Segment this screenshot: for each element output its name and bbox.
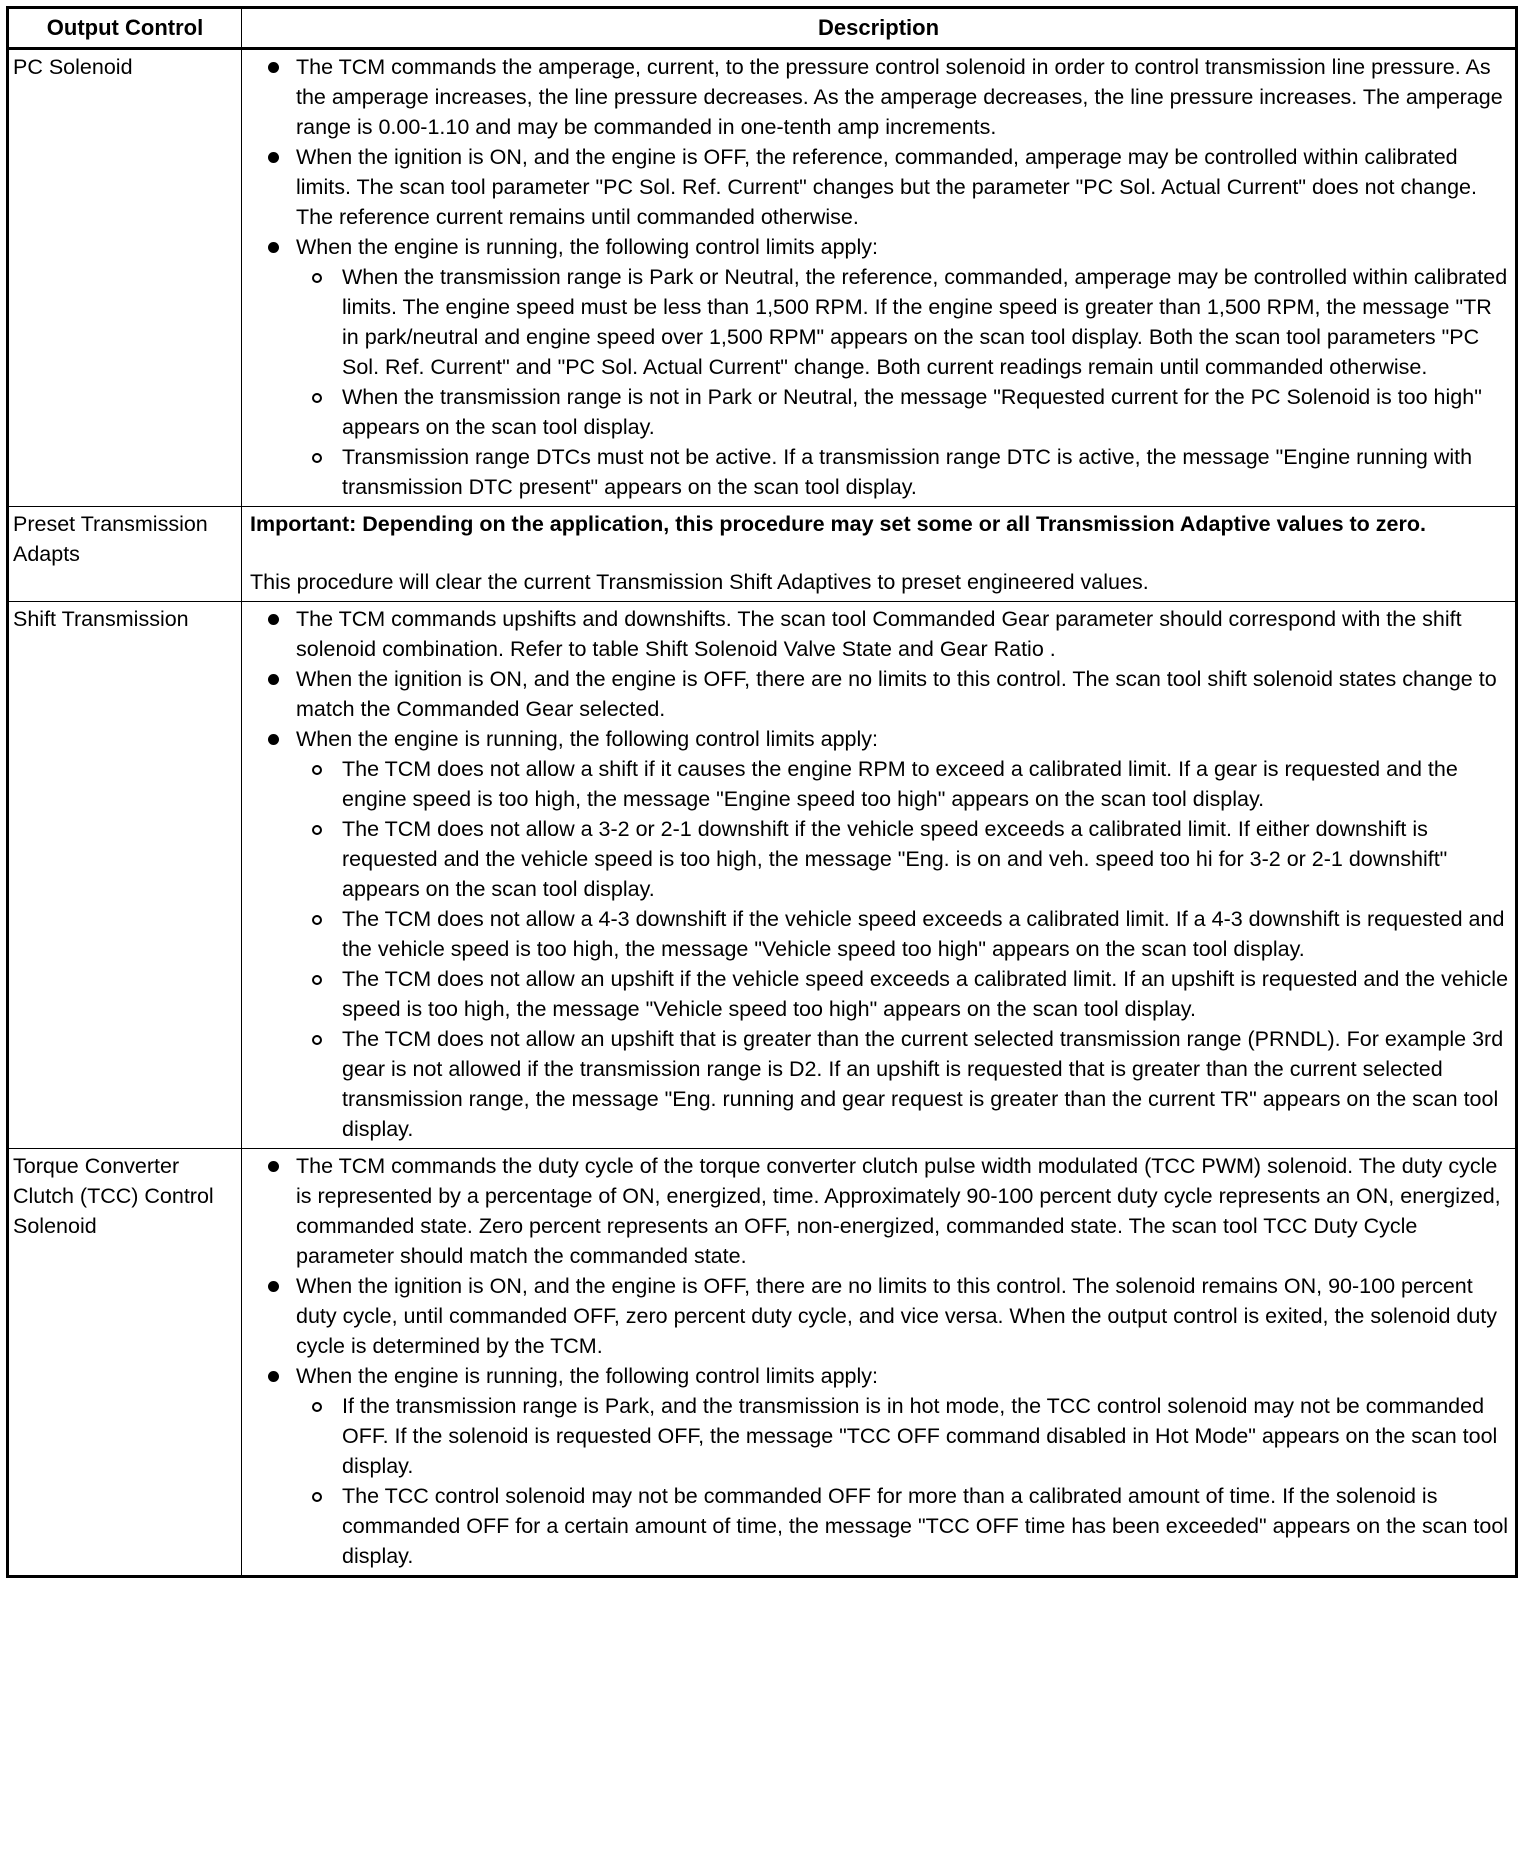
filled-bullet-icon	[268, 1371, 279, 1382]
sub-list-item	[296, 1024, 1511, 1144]
filled-bullet-icon	[268, 674, 279, 685]
hollow-bullet-icon	[312, 1402, 322, 1412]
filled-bullet-icon	[268, 1161, 279, 1172]
list-item	[250, 232, 1511, 502]
sub-bullet-list	[296, 1391, 1511, 1571]
list-item	[250, 52, 1511, 142]
list-item-text: When the engine is running, the following control limits apply:	[296, 1364, 879, 1388]
sub-bullet-list	[296, 754, 1511, 1144]
row-name: PC Solenoid	[8, 49, 242, 507]
hollow-bullet-icon	[312, 975, 322, 985]
list-item-text: When the ignition is ON, and the engine is OFF, there are no limits to this control. The solenoid remains ON, 90-100 percent duty cycle, until commanded OFF, zero percent duty cycle, and vice versa. When the output control is exited, the solenoid duty cycle is determined by the TCM.	[296, 1274, 1498, 1358]
list-item-text: The TCM commands upshifts and downshifts. The scan tool Commanded Gear parameter should correspond with the shift solenoid combination. Refer to table Shift Solenoid Valve State and Gear Ratio .	[296, 607, 1462, 661]
table-row-shift-transmission	[8, 602, 1517, 1149]
sub-list-item	[296, 262, 1511, 382]
row-description	[242, 1149, 1517, 1577]
row-description	[242, 49, 1517, 507]
filled-bullet-icon	[268, 152, 279, 163]
row-name: Preset Transmission Adapts	[8, 507, 242, 602]
bullet-list	[250, 52, 1511, 502]
list-item	[250, 724, 1511, 1144]
filled-bullet-icon	[268, 614, 279, 625]
header-output-control: Output Control	[8, 8, 242, 49]
row-name: Torque Converter Clutch (TCC) Control Solenoid	[8, 1149, 242, 1577]
table-row-pc-solenoid	[8, 49, 1517, 507]
list-item	[250, 1151, 1511, 1271]
list-item-text: When the ignition is ON, and the engine is OFF, the reference, commanded, amperage may be controlled within calibrated limits. The scan tool parameter "PC Sol. Ref. Current" changes but the parameter "PC Sol. Actual Current" does not change. The reference current remains until commanded otherwise.	[296, 145, 1477, 229]
bullet-list	[250, 604, 1511, 1144]
list-item-text: When the engine is running, the following control limits apply:	[296, 235, 879, 259]
list-item	[250, 1361, 1511, 1571]
sub-list-item	[296, 964, 1511, 1024]
list-item-text: When the ignition is ON, and the engine is OFF, there are no limits to this control. The scan tool shift solenoid states change to match the Commanded Gear selected.	[296, 667, 1497, 721]
description-paragraph: This procedure will clear the current Transmission Shift Adaptives to preset engineered values.	[250, 570, 1149, 594]
list-item-text: The TCM commands the duty cycle of the torque converter clutch pulse width modulated (TCC PWM) solenoid. The duty cycle is represented by a percentage of ON, energized, time. Approximately 90-100 percent duty cycle represents an ON, energized, commanded state. Zero percent represents an OFF, non-energized, commanded state. The scan tool TCC Duty Cycle parameter should match the commanded state.	[296, 1154, 1501, 1268]
hollow-bullet-icon	[312, 1492, 322, 1502]
hollow-bullet-icon	[312, 915, 322, 925]
sub-list-item-text: Transmission range DTCs must not be active. If a transmission range DTC is active, the message "Engine running with transmission DTC present" appears on the scan tool display.	[342, 445, 1473, 499]
sub-list-item	[296, 754, 1511, 814]
sub-list-item-text: The TCM does not allow a 4-3 downshift if the vehicle speed exceeds a calibrated limit. If a 4-3 downshift is requested and the vehicle speed is too high, the message "Vehicle speed too high" appears on the scan tool display.	[342, 907, 1505, 961]
sub-bullet-list	[296, 262, 1511, 502]
hollow-bullet-icon	[312, 273, 322, 283]
sub-list-item-text: The TCM does not allow a 3-2 or 2-1 downshift if the vehicle speed exceeds a calibrated limit. If either downshift is requested and the vehicle speed is too high, the message "Eng. is on and veh. speed too hi for 3-2 or 2-1 downshift" appears on the scan tool display.	[342, 817, 1448, 901]
hollow-bullet-icon	[312, 765, 322, 775]
filled-bullet-icon	[268, 734, 279, 745]
list-item	[250, 664, 1511, 724]
list-item-text: The TCM commands the amperage, current, to the pressure control solenoid in order to control transmission line pressure. As the amperage increases, the line pressure decreases. As the amperage decreases, the line pressure increases. The amperage range is 0.00-1.10 and may be commanded in one-tenth amp increments.	[296, 55, 1503, 139]
list-item-text: When the engine is running, the following control limits apply:	[296, 727, 879, 751]
important-note: Important: Depending on the application, this procedure may set some or all Transmission Adaptive values to zero.	[250, 512, 1426, 536]
row-name: Shift Transmission	[8, 602, 242, 1149]
table-row-preset-transmission-adapts	[8, 507, 1517, 602]
filled-bullet-icon	[268, 62, 279, 73]
output-control-table	[6, 6, 1518, 1578]
header-description: Description	[242, 8, 1517, 49]
sub-list-item-text: When the transmission range is not in Park or Neutral, the message "Requested current for the PC Solenoid is too high" appears on the scan tool display.	[342, 385, 1482, 439]
table-header-row	[8, 8, 1517, 49]
hollow-bullet-icon	[312, 1035, 322, 1045]
bullet-list	[250, 1151, 1511, 1571]
row-description	[242, 602, 1517, 1149]
sub-list-item-text: When the transmission range is Park or Neutral, the reference, commanded, amperage may be controlled within calibrated limits. The engine speed must be less than 1,500 RPM. If the engine speed is greater than 1,500 RPM, the message "TR in park/neutral and engine speed over 1,500 RPM" appears on the scan tool display. Both the scan tool parameters "PC Sol. Ref. Current" and "PC Sol. Actual Current" change. Both current readings remain until commanded otherwise.	[342, 265, 1508, 379]
sub-list-item-text: The TCM does not allow an upshift if the vehicle speed exceeds a calibrated limit. If an upshift is requested and the vehicle speed is too high, the message "Vehicle speed too high" appears on the scan tool display.	[342, 967, 1509, 1021]
list-item	[250, 1271, 1511, 1361]
sub-list-item-text: The TCC control solenoid may not be commanded OFF for more than a calibrated amount of time. If the solenoid is commanded OFF for a certain amount of time, the message "TCC OFF time has been exceeded" appears on the scan tool display.	[342, 1484, 1509, 1568]
hollow-bullet-icon	[312, 393, 322, 403]
sub-list-item	[296, 814, 1511, 904]
sub-list-item	[296, 382, 1511, 442]
sub-list-item-text: If the transmission range is Park, and the transmission is in hot mode, the TCC control solenoid may not be commanded OFF. If the solenoid is requested OFF, the message "TCC OFF command disabled in Hot Mode" appears on the scan tool display.	[342, 1394, 1498, 1478]
sub-list-item-text: The TCM does not allow an upshift that is greater than the current selected transmission range (PRNDL). For example 3rd gear is not allowed if the transmission range is D2. If an upshift is requested that is greater than the current selected transmission range, the message "Eng. running and gear request is greater than the current TR" appears on the scan tool display.	[342, 1027, 1504, 1141]
sub-list-item	[296, 904, 1511, 964]
hollow-bullet-icon	[312, 453, 322, 463]
table-row-tcc-control-solenoid	[8, 1149, 1517, 1577]
list-item	[250, 604, 1511, 664]
sub-list-item-text: The TCM does not allow a shift if it causes the engine RPM to exceed a calibrated limit. If a gear is requested and the engine speed is too high, the message "Engine speed too high" appears on the scan tool display.	[342, 757, 1458, 811]
filled-bullet-icon	[268, 242, 279, 253]
sub-list-item	[296, 1391, 1511, 1481]
sub-list-item	[296, 442, 1511, 502]
list-item	[250, 142, 1511, 232]
row-description	[242, 507, 1517, 602]
filled-bullet-icon	[268, 1281, 279, 1292]
hollow-bullet-icon	[312, 825, 322, 835]
sub-list-item	[296, 1481, 1511, 1571]
